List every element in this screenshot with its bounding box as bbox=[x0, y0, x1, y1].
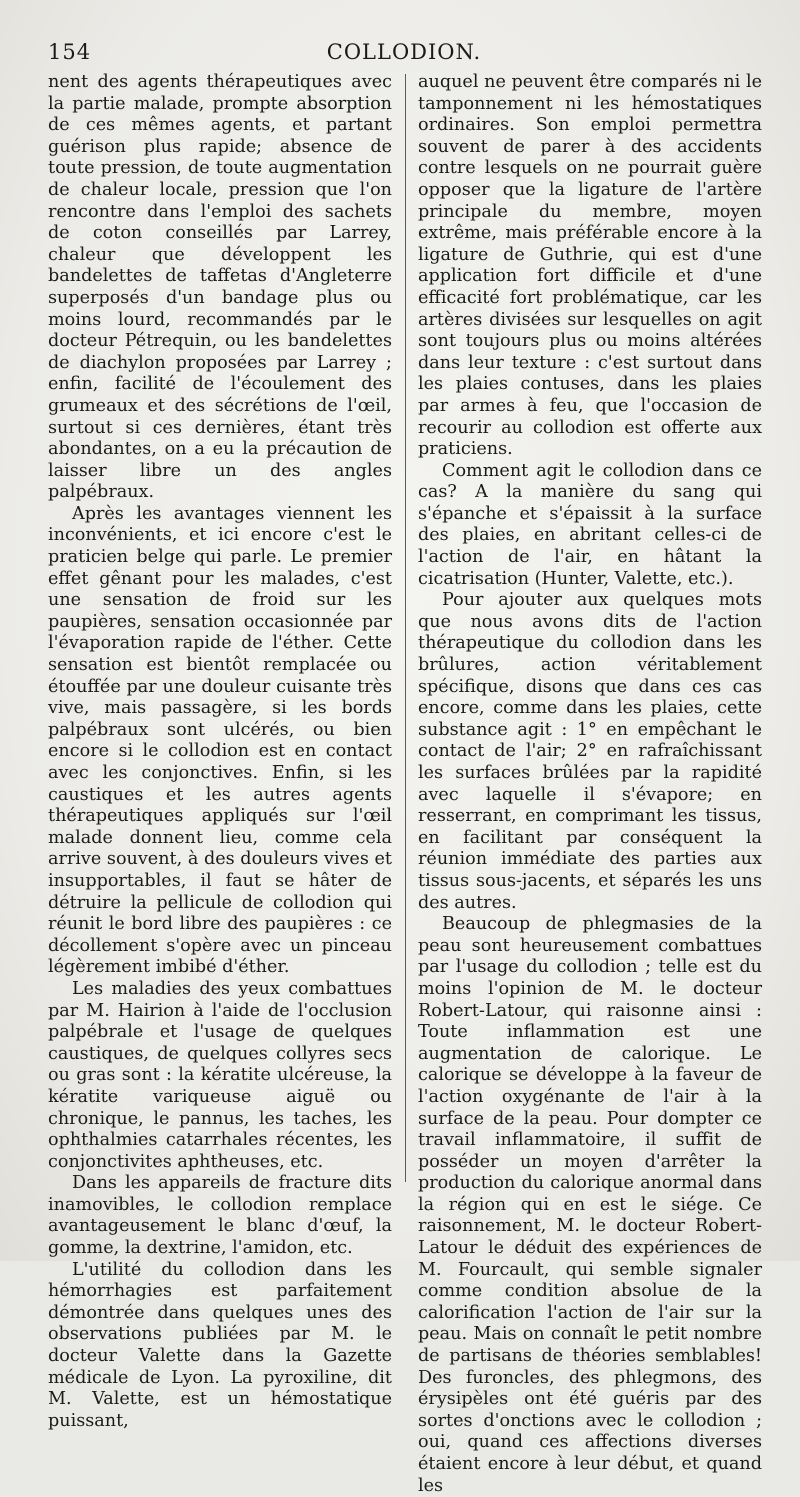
paragraph: Après les avantages viennent les inconvénients, et ici encore c'est le praticien belge qui parle. Le premier effet gênant pour les malades, c'est une sensation de froid sur les paupières, sensation occasionnée par l'évaporation rapide de l'éther. Cette sensation est bientôt remplacée ou étouffée par une douleur cuisante très vive, mais passagère, si les bords palpébraux sont ulcérés, ou bien encore si le collodion est en contact avec les conjonctives. Enfin, si les caustiques et les autres agents thérapeutiques appliqués sur l'œil malade donnent lieu, comme cela arrive souvent, à des douleurs vives et insupportables, il faut se hâter de détruire la pellicule de collodion qui réunit le bord libre des paupières : ce décollement s'opère avec un pinceau légèrement imbibé d'éther. bbox=[48, 503, 392, 978]
paragraph: nent des agents thérapeutiques avec la partie malade, prompte absorption de ces mêmes agents, et partant guérison plus rapide; absence de toute pression, de toute augmentation de chaleur locale, pression que l'on rencontre dans l'emploi des sachets de coton conseillés par Larrey, chaleur que développent les bandelettes de taffetas d'Angleterre superposés d'un bandage plus ou moins lourd, recommandés par le docteur Pétrequin, ou les bandelettes de diachylon proposées par Larrey ; enfin, facilité de l'écoulement des grumeaux et des sécrétions de l'œil, surtout si ces dernières, étant très abondantes, on a eu la précaution de laisser libre un des angles palpébraux. bbox=[48, 72, 392, 503]
paragraph: Beaucoup de phlegmasies de la peau sont heureusement combattues par l'usage du collodion ; telle est du moins l'opinion de M. le docteur Robert-Latour, qui raisonne ainsi : Toute inflammation est une augmentation de calorique. Le calorique se développe à la faveur de l'action oxygénante de l'air à la surface de la peau. Pour dompter ce travail inflammatoire, il suffit de posséder un moyen d'arrêter la production du calorique anormal dans la région qui en est le siége. Ce raisonnement, M. le docteur Robert-Latour le déduit des expériences de M. Fourcault, qui semble signaler comme condition absolue de la calorification l'action de l'air sur la peau. Mais on connaît le petit nombre de partisans de théories semblables! Des furoncles, des phlegmons, des érysipèles ont été guéris par des sortes d'onctions avec le collodion ; oui, quand ces affections diverses étaient encore à leur début, et quand les bbox=[418, 914, 762, 1496]
paragraph: L'utilité du collodion dans les hémorrhagies est parfaitement démontrée dans quelques unes des observations publiées par M. le docteur Valette dans la Gazette médicale de Lyon. La pyroxiline, dit M. Valette, est un hémostatique puissant, bbox=[48, 1259, 392, 1431]
page-number: 154 bbox=[48, 40, 92, 64]
two-column-body bbox=[48, 72, 762, 1496]
right-column bbox=[418, 72, 762, 1496]
paragraph: auquel ne peuvent être comparés ni le tamponnement ni les hémostatiques ordinaires. Son emploi permettra souvent de parer à des accidents contre lesquels on ne pourrait guère opposer que la ligature de l'artère principale du membre, moyen extrême, mais préférable encore à la ligature de Guthrie, qui est d'une application fort difficile et d'une efficacité fort problématique, car les artères divisées sur lesquelles on agit sont toujours plus ou moins altérées dans leur texture : c'est surtout dans les plaies contuses, dans les plaies par armes à feu, que l'occasion de recourir au collodion est offerte aux praticiens. bbox=[418, 72, 762, 460]
page-header bbox=[48, 40, 760, 70]
left-column bbox=[48, 72, 392, 1431]
paragraph: Comment agit le collodion dans ce cas? A la manière du sang qui s'épanche et s'épaissit à la surface des plaies, en abritant celles-ci de l'action de l'air, en hâtant la cicatrisation (Hunter, Valette, etc.). bbox=[418, 460, 762, 589]
paragraph: Pour ajouter aux quelques mots que nous avons dits de l'action thérapeutique du collodion dans les brûlures, action véritablement spécifique, disons que dans ces cas encore, comme dans les plaies, cette substance agit : 1° en empêchant le contact de l'air; 2° en rafraîchissant les surfaces brûlées par la rapidité avec laquelle il s'évapore; en resserrant, en comprimant les tissus, en facilitant par conséquent la réunion immédiate des parties aux tissus sous-jacents, et séparés les uns des autres. bbox=[418, 590, 762, 913]
running-title: COLLODION. bbox=[326, 40, 482, 64]
column-divider bbox=[405, 74, 406, 1182]
paragraph: Les maladies des yeux combattues par M. Hairion à l'aide de l'occlusion palpébrale et l'usage de quelques caustiques, de quelques collyres secs ou gras sont : la kératite ulcéreuse, la kératite variqueuse aiguë ou chronique, le pannus, les taches, les ophthalmies catarrhales récentes, les conjonctivites aphtheuses, etc. bbox=[48, 978, 392, 1172]
paragraph: Dans les appareils de fracture dits inamovibles, le collodion remplace avantageusement le blanc d'œuf, la gomme, la dextrine, l'amidon, etc. bbox=[48, 1173, 392, 1259]
